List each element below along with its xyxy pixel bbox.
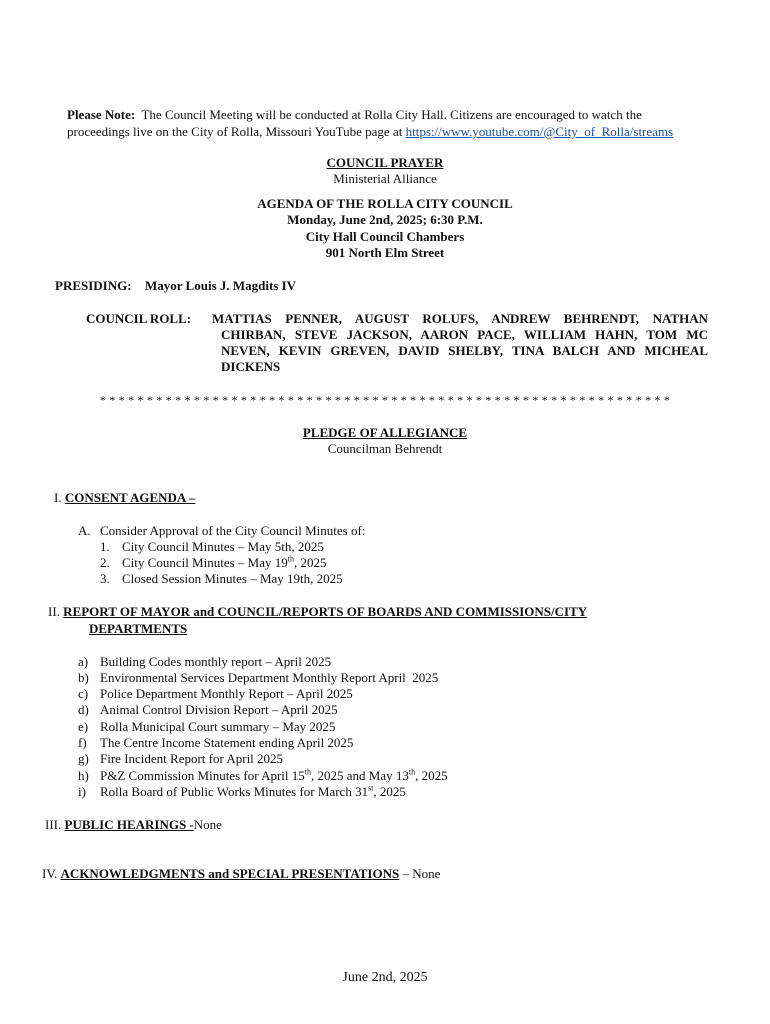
section-4-value: – None (402, 866, 441, 881)
report-item-label: a) (78, 654, 89, 669)
agenda-title: AGENDA OF THE ROLLA CITY COUNCIL (257, 196, 513, 211)
ordinal-suffix: st (368, 783, 374, 793)
report-item (100, 784, 406, 800)
section-3-heading (45, 817, 222, 833)
report-item-label: h) (78, 768, 89, 783)
section-2-heading (48, 604, 587, 620)
note-text-2: proceedings live on the City of Rolla, Missouri YouTube page at (67, 124, 403, 139)
note-line-2 (67, 124, 673, 140)
agenda-place: City Hall Council Chambers (305, 229, 465, 244)
list-item-text: City Council Minutes – May 19 (122, 555, 288, 570)
section-3-number: III. (45, 817, 62, 832)
section-4-heading (42, 866, 440, 882)
presiding-name: Mayor Louis J. Magdits IV (145, 278, 297, 293)
list-item-number: 1. (100, 539, 110, 554)
ordinal-suffix: th (287, 554, 294, 564)
report-item: Building Codes monthly report – April 2025 (100, 654, 332, 669)
report-item: Rolla Municipal Court summary – May 2025 (100, 719, 336, 734)
list-item-number: 3. (100, 571, 110, 586)
note-text-1: The Council Meeting will be conducted at Rolla City Hall. Citizens are encouraged to watch the (141, 107, 642, 122)
section-3-title: PUBLIC HEARINGS - (64, 817, 194, 832)
section-4-title: ACKNOWLEDGMENTS and SPECIAL PRESENTATIONS (60, 866, 400, 881)
report-item-label: e) (78, 719, 89, 734)
report-item-label: f) (78, 735, 87, 750)
roll-line-1: MATTIAS PENNER, AUGUST ROLUFS, ANDREW BEHRENDT, NATHAN (212, 311, 708, 326)
pledge-heading: PLEDGE OF ALLEGIANCE (302, 425, 468, 440)
presiding-label: PRESIDING: (55, 278, 132, 293)
roll-line-3: NEVEN, KEVIN GREVEN, DAVID SHELBY, TINA BALCH AND MICHEAL (221, 343, 708, 358)
report-item-text: Rolla Board of Public Works Minutes for March 31 (100, 784, 369, 799)
list-item-text: City Council Minutes – May 5th, 2025 (122, 539, 324, 554)
list-item-text: Closed Session Minutes – May 19th, 2025 (122, 571, 343, 586)
ordinal-suffix: th (304, 767, 311, 777)
section-4-number: IV. (42, 866, 58, 881)
section-1-item-a-label: A. (78, 523, 91, 538)
report-item: Environmental Services Department Monthly Report April 2025 (100, 670, 439, 685)
report-item-text-end: , 2025 (415, 768, 448, 783)
report-item-label: b) (78, 670, 89, 685)
report-item: Animal Control Division Report – April 2025 (100, 702, 338, 717)
section-1-item-a: Consider Approval of the City Council Minutes of: (100, 523, 366, 538)
roll-label: COUNCIL ROLL: (86, 311, 192, 326)
ordinal-suffix: th (408, 767, 416, 777)
note-label: Please Note: (67, 107, 136, 122)
report-item-text-mid: , 2025 and May 13 (311, 768, 409, 783)
report-item-label: d) (78, 702, 89, 717)
list-item-number: 2. (100, 555, 110, 570)
section-1-heading (54, 490, 195, 506)
list-item (122, 555, 326, 571)
section-1-number: I. (54, 490, 62, 505)
section-2-number: II. (48, 604, 60, 619)
list-item-text-end: , 2025 (293, 555, 327, 570)
section-3-value: None (193, 817, 222, 832)
report-item: Fire Incident Report for April 2025 (100, 751, 284, 766)
section-2-title-line-1: REPORT OF MAYOR and COUNCIL/REPORTS OF BOARDS AND COMMISSIONS/CITY (63, 604, 588, 619)
report-item-label: g) (78, 751, 89, 766)
youtube-link[interactable]: https://www.youtube.com/@City_of_Rolla/streams (405, 124, 674, 139)
list-item (122, 571, 343, 587)
agenda-date: Monday, June 2nd, 2025; 6:30 P.M. (287, 212, 483, 227)
roll-line-2: CHIRBAN, STEVE JACKSON, AARON PACE, WILLIAM HAHN, TOM MC (221, 327, 708, 342)
report-item (100, 768, 448, 784)
pledge-by: Councilman Behrendt (327, 441, 443, 456)
report-item: The Centre Income Statement ending April 2025 (100, 735, 354, 750)
report-item-text: P&Z Commission Minutes for April 15 (100, 768, 305, 783)
report-item: Police Department Monthly Report – April 2025 (100, 686, 353, 701)
report-item-label: c) (78, 686, 89, 701)
note-line-1 (67, 107, 642, 123)
agenda-address: 901 North Elm Street (325, 245, 445, 260)
section-1-title: CONSENT AGENDA – (64, 490, 196, 505)
prayer-heading: COUNCIL PRAYER (326, 155, 444, 170)
roll-line-4: DICKENS (221, 359, 281, 374)
list-item (122, 539, 324, 555)
section-2-title-line-2: DEPARTMENTS (89, 621, 188, 636)
report-item-label: i) (78, 784, 86, 799)
asterisk-divider: * * * * * * * * * * * * * * * * * * * * * * * * * * * * * * * * * * * * * * * * * * * * * * * * * * * * * * * * * * * * * (99, 393, 671, 407)
prayer-by: Ministerial Alliance (333, 171, 437, 186)
footer-date: June 2nd, 2025 (342, 970, 428, 985)
report-item-text-end: , 2025 (373, 784, 406, 799)
